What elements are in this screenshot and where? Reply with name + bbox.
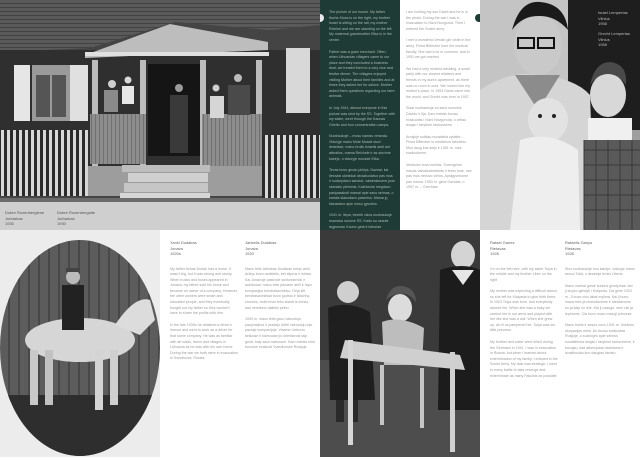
paragraph: In July 1941, almost everyone in this picture was shot by the SS. Together with my sister, went through the Kaunas Ghetto and four concentration camps. xyxy=(329,105,395,127)
house-photo xyxy=(0,0,320,230)
paragraph: Nuotraukoje – musu namas veranda. Viduryje mano Mote Mosiai stovi dedeiske, mano brolis Israelis sedi ant atbrailos, mama Reichele ir as stovime kaireje, o viduryje mociute Etka. xyxy=(329,134,391,161)
header-place: Jonava xyxy=(245,245,258,251)
bottom-text-col-2 xyxy=(245,240,315,357)
caption-year: 1930 xyxy=(5,221,14,226)
bottom-text-col-1 xyxy=(170,240,238,368)
header-place: Jonava xyxy=(170,245,183,251)
paragraph: Mano brolis ir sesuo zuvo 1941 m. Vokieciu okupacijos metu. As buvau evakuotas Rusijoje, o suzinojes apie seimos sunaikinima istojau i tarybine kariuomene, ir kovojau, kad atkersyciau fasistams ir isnaikinciau kuo daugiau fasistu. xyxy=(565,323,635,356)
paragraph: My father Itzhak Dudak had a horse. It wasn't big, but it was strong and sturdy. When trucks and buses appeared in Jonava, my father sold his horse and became an owner of a company. However, the other owners were smart and educated people, and they eventually bought out my father so they wouldn't have to share the profits with him. xyxy=(170,266,238,316)
caption-name: Dobre Rozenbergaite xyxy=(57,210,96,215)
horse-photo xyxy=(0,230,160,457)
father-sons-photo xyxy=(480,0,640,230)
paragraph: My brother and sister were killed during the Germans in 1941. I was in evacuation in Russia, but when I learned about extermination of my family, I enlisted in the Soviet Army. My task was strategic. I went to every battle to take revenge and exterminate as many Fascists as possible. xyxy=(490,340,558,378)
house-photo-image xyxy=(0,0,320,230)
father-caption-2 xyxy=(598,31,630,48)
paragraph: Siuo nuotraukoje esu kaireje, viduryje mano sesuo Tolia, o desineje brolis Liberis. xyxy=(565,266,635,277)
paragraph: I met a wonderful Jewish girl while in the army, Firma Bittmeier from the medical faculty. She had a lot in common, and in 1951 we got married. xyxy=(406,38,471,60)
caption-year: 1958 xyxy=(598,21,607,26)
paragraph: My mother was expecting a difficult labour, so she left for Klaipeda to give birth there. In 1923 Tolya was born, and everybody adored her. When she was a baby we carried her in our arms and played with her like she was a doll. When she grew up, all of us pampered her. Tolya was our little princess. xyxy=(490,289,558,333)
page-marker-light xyxy=(320,14,324,22)
caption-place: Vilnius xyxy=(598,15,610,21)
header-year: 1928 xyxy=(490,251,499,256)
caption-name: Dobre Rozenbergiene xyxy=(5,210,45,215)
paragraph: We had a very modest wedding, a small party with our closest relatives and friends in my aunt's apartment, as there was no room in ours. We moved into my mother's place. In 1953 David came into the world, and Grecht was born in 1957. xyxy=(406,66,471,99)
white-text-panel xyxy=(400,0,480,230)
bottom-text-col-4 xyxy=(565,240,635,363)
paragraph: Tevas buvo grudu pirklys. Daznai, kai lietuviai ukininkai atvaziuodavo pas mus ir sudarydavo sandori, vaisindavome juos skaniais pietumis. Kaimieciai megdavo pasipasakoti mamai apie savo seimas, o kartais klausdavo patarimo. Mama jų klausdavo apie musu gyvulius. xyxy=(329,168,395,206)
caption-name: Grecht Lempertas xyxy=(598,31,631,36)
caption-place: Jurbarkas xyxy=(57,215,75,221)
header-name: Rafael Ganes xyxy=(490,240,515,245)
col1-header xyxy=(170,240,238,257)
paragraph: 1930 m. mano tetis gavo vairuotojo pazymejima ir pradejo dirbti vairuotoju toje pacioje kompanijoje. Visame Lietuvos keliuose ir kaimuose jis orientavosi taip gerai, kaip savo namuose. Karo metais mes buvome evakuoti Sverdlovske Rusijoje. xyxy=(245,317,315,350)
paragraph: Father was a grain merchant. Often, when Lithuanian villagers came to our place and they concluded a business deal, we treated them to a very nice and festive dinner. The villagers enjoyed visiting Mother about their families and at times they asked her for advice. Mother asked them questions regarding our farm animals. xyxy=(329,49,395,99)
header-year: 1920 xyxy=(245,251,254,256)
caption-place: Vilnius xyxy=(598,36,610,42)
header-year: 1920s xyxy=(170,251,181,256)
horse-photo-image xyxy=(0,230,160,457)
col4-header xyxy=(565,240,635,257)
green-panel-text xyxy=(329,10,395,242)
header-place: Rietavas xyxy=(490,245,506,251)
caption-year: 1930 xyxy=(57,221,66,226)
header-year: 1928 xyxy=(565,251,574,256)
col2-header xyxy=(245,240,315,257)
green-text-panel xyxy=(320,0,400,230)
children-photo-image xyxy=(320,230,480,457)
header-place: Rietavas xyxy=(565,245,581,251)
paragraph: Mano mamai gresė sunkus gimdymas, tad ji isvyko gimdyti i Klaipeda. Cia gime 1923 m. Ji buvo visu labai mylima. Kai ji buvo maza mes ja nesiodavome ir zaisdavome su ja kaip su lele. Kai ji uzaugo, mes visi ja lepinome. Cia buvo musu mazoji princese. xyxy=(565,283,633,316)
paragraph: I am holding my son David and he is in the photo. During the war I was in evacuation to Nizni Novgorod. Then I entered the Soviet army. xyxy=(406,10,468,31)
paragraph: 1941 m. liepa, beveik visus nuotraukoje esancius nusove SS. Kartu su sesute isgyvenau Kauno geta ir keturias xyxy=(329,213,392,229)
white-panel-text xyxy=(406,10,472,197)
window-shutter-right xyxy=(286,48,310,113)
children-photo xyxy=(320,230,480,457)
paragraph: The picture of our house. My father Itsche Kloss is on the right, my brother Israel is sitting on the rail, my mother Reichel and me are standing on the left. My maternal grandmother Etka is in the centre. xyxy=(329,10,393,42)
caption-place: Jurbarkas xyxy=(5,215,23,221)
paragraph: Mano tetis Ickhakas Dudakas turejo arkli. Arklys buvo nedidelis, bet stiprus ir tvirtas. Kai Jonavoje pasirode sunkvezimiai ir autobusai, mano tetis pardave arkli ir tapo kompanijos bendrasavininku. Deja kiti bendrasavininkai buvo gudrus ir isilavinę zmones, todel tevui teko isstoti is verslo, kad nereiketu dalintis pelnu. xyxy=(245,266,312,310)
header-name: Yankl Dudakas xyxy=(170,240,197,245)
paragraph: Siaai nuotraukoje su savo sunumis Davidu ir Ilja. Karo metais buvau evakuotas i Nizni Novgoroda, o veliau istojau i tarybine kariuomene. xyxy=(406,106,467,128)
paragraph: In the late 1930s he obtained a driver's licence and went to work as a driver for that same company. He was as familiar with all roads, farms and villages in Lithuania as he was with his own home. During the war we both were in evacuation in Sverdlovsk, Russia. xyxy=(170,322,238,361)
caption-year: 1958 xyxy=(598,42,607,47)
caption-name: Israel Lempertas xyxy=(598,10,628,15)
col3-header xyxy=(490,240,558,257)
house-caption-2 xyxy=(57,210,95,227)
paragraph: Vestuves buvo kuklios. Surengeme mazas vaisaisvientanas ir tetos bute, nes pas mus nebuvo vietos. Apsigyvenome pas mama. 1953 m. gime Davidas, o 1957 m. – Grechtas. xyxy=(406,163,472,190)
father-caption-1 xyxy=(598,10,628,27)
header-name: Rafaelis Ganys xyxy=(565,240,593,245)
bottom-text-col-3 xyxy=(490,240,558,385)
paragraph: I'm on the left here, with my sister Tolya in the middle and my brother Liber on the right. xyxy=(490,266,557,282)
header-name: Jankelis Dudakas xyxy=(245,240,277,245)
paragraph: Armijoje sutikau nuostabia zydaite – Firma Bittmeier is medicinos fakulteto. Mus daug kas siejo ir 1951 m. mes susituokeme. xyxy=(406,134,467,156)
house-caption-1 xyxy=(5,210,44,227)
window-shutter-left xyxy=(14,65,30,121)
